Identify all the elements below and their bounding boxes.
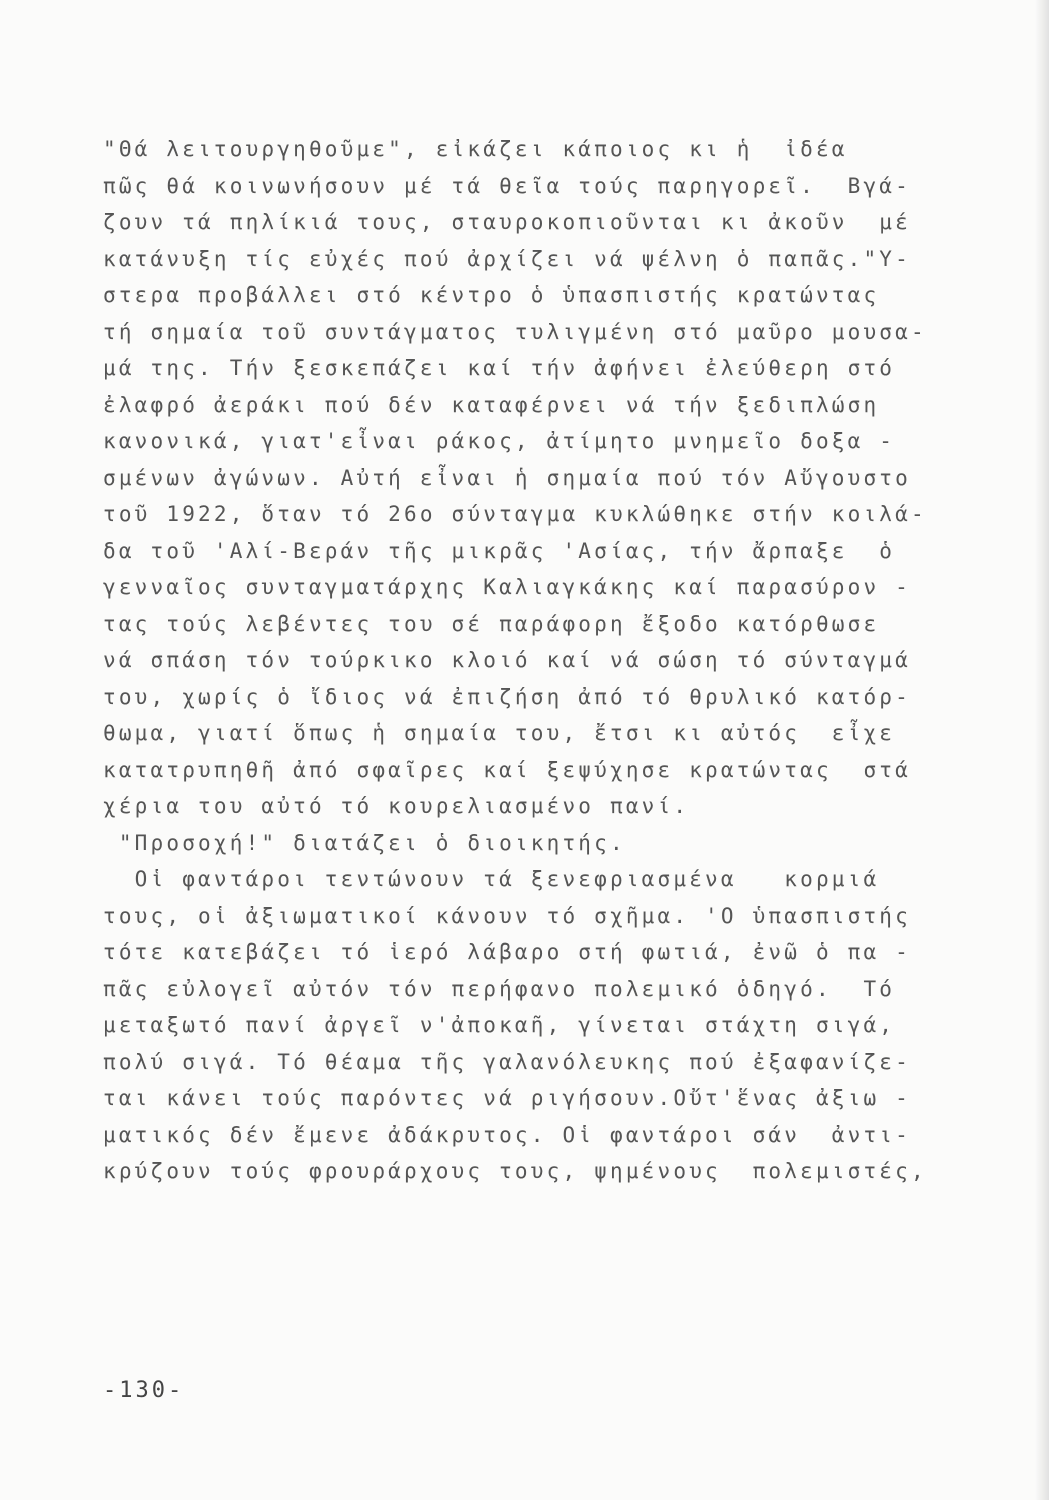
- text-line: γενναῖος συνταγματάρχης Καλιαγκάκης καί παρασύρον -: [103, 575, 911, 599]
- text-line: "Προσοχή!" διατάζει ὁ διοικητής.: [103, 830, 626, 855]
- text-line: τοῦ 1922, ὅταν τό 26ο σύνταγμα κυκλώθηκε στήν κοιλά-: [103, 502, 927, 526]
- text-line: ται κάνει τούς παρόντες νά ριγήσουν.Οὔτ'ἕνας ἀξιω -: [103, 1086, 911, 1110]
- text-line: σμένων ἀγώνων. Αὐτή εἶναι ἡ σημαία πού τόν Αὔγουστο: [103, 465, 911, 490]
- text-line: μά της. Τήν ξεσκεπάζει καί τήν ἀφήνει ἐλεύθερη στό: [103, 356, 896, 380]
- text-line: δα τοῦ 'Αλί-Βεράν τῆς μικρᾶς 'Ασίας, τήν ἄρπαξε ὁ: [103, 538, 896, 563]
- page-number: -130-: [103, 1378, 185, 1403]
- text-line: του, χωρίς ὁ ἴδιος νά ἐπιζήση ἀπό τό θρυλικό κατόρ-: [103, 684, 911, 709]
- text-line: κανονικά, γιατ'εἶναι ράκος, ἀτίμητο μνημεῖο δοξα -: [103, 429, 896, 453]
- text-line: κρύζουν τούς φρουράρχους τους, ψημένους πολεμιστές,: [103, 1159, 927, 1183]
- page-edge-shadow: [1035, 0, 1049, 1500]
- text-line: πολύ σιγά. Τό θέαμα τῆς γαλανόλευκης πού ἐξαφανίζε-: [103, 1049, 911, 1074]
- text-line: κατατρυπηθῆ ἀπό σφαῖρες καί ξεψύχησε κρατώντας στά: [103, 757, 911, 782]
- text-line: τή σημαία τοῦ συντάγματος τυλιγμένη στό μαῦρο μουσα-: [103, 319, 927, 344]
- text-line: πῶς θά κοινωνήσουν μέ τά θεῖα τούς παρηγορεῖ. Βγά-: [103, 173, 911, 198]
- text-line: τους, οἱ ἀξιωματικοί κάνουν τό σχῆμα. 'Ο ὑπασπιστής: [103, 903, 911, 928]
- text-line: "Θά λειτουργηθοῦμε", εἰκάζει κάποιος κι ἡ ἰδέα: [103, 137, 848, 161]
- text-line: ζουν τά πηλίκιά τους, σταυροκοπιοῦνται κι ἀκοῦν μέ: [103, 210, 911, 234]
- text-line: θωμα, γιατί ὅπως ἡ σημαία του, ἔτσι κι αὐτός εἶχε: [103, 721, 896, 745]
- text-line: κατάνυξη τίς εὐχές πού ἀρχίζει νά ψέλνη ὁ παπᾶς."Υ-: [103, 246, 911, 271]
- text-line: μεταξωτό πανί ἀργεῖ ν'ἀποκαῆ, γίνεται στάχτη σιγά,: [103, 1013, 896, 1037]
- text-line: στερα προβάλλει στό κέντρο ὁ ὑπασπιστής κρατώντας: [103, 283, 880, 307]
- text-line: πᾶς εὐλογεῖ αὐτόν τόν περήφανο πολεμικό ὁδηγό. Τό: [103, 976, 896, 1001]
- text-line: νά σπάση τόν τούρκικο κλοιό καί νά σώση τό σύνταγμά: [103, 648, 911, 672]
- text-line: ματικός δέν ἔμενε ἀδάκρυτος. Οἱ φαντάροι σάν ἀντι-: [103, 1122, 911, 1147]
- text-line: ἐλαφρό ἀεράκι πού δέν καταφέρνει νά τήν ξεδιπλώση: [103, 392, 880, 417]
- text-line: Οἱ φαντάροι τεντώνουν τά ξενεφριασμένα κορμιά: [103, 867, 880, 891]
- text-line: χέρια του αὐτό τό κουρελιασμένο πανί.: [103, 794, 690, 818]
- typed-text-body: [103, 131, 993, 1190]
- text-line: τας τούς λεβέντες του σέ παράφορη ἔξοδο κατόρθωσε: [103, 611, 880, 636]
- text-line: τότε κατεβάζει τό ἱερό λάβαρο στή φωτιά, ἐνῶ ὁ πα -: [103, 940, 911, 964]
